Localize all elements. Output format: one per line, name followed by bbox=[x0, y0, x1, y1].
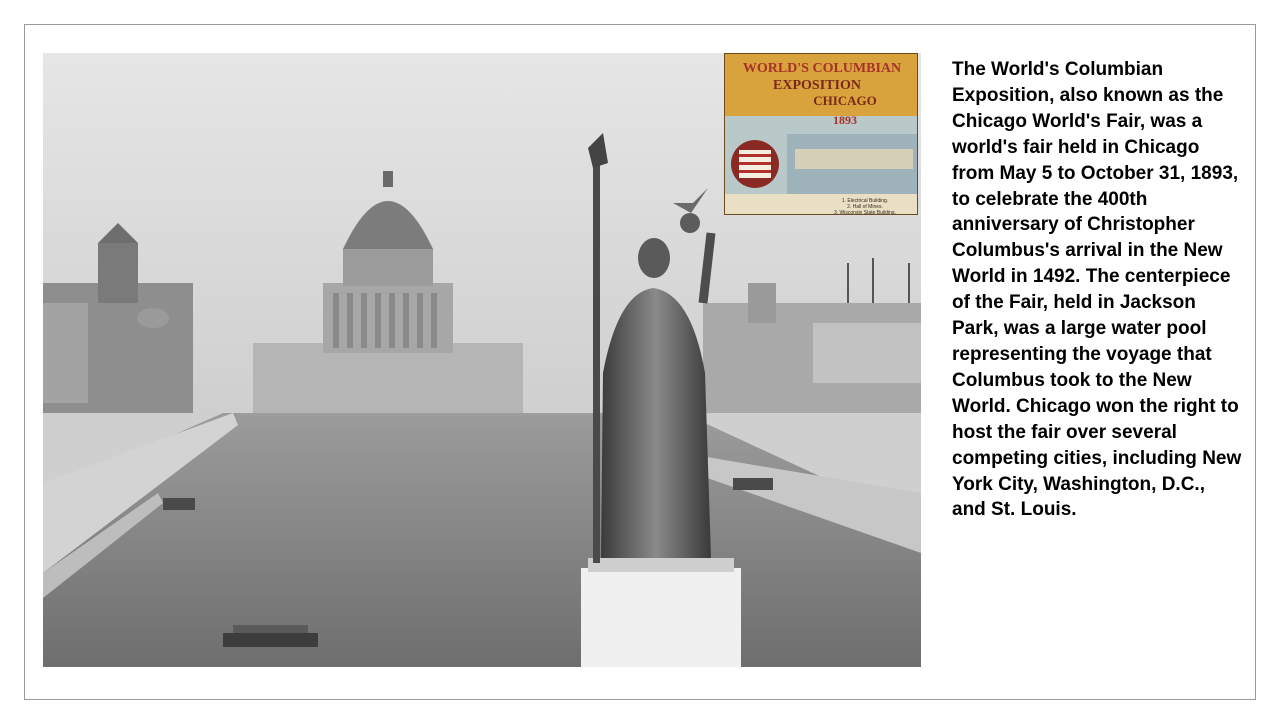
poster-title-line1: WORLD'S COLUMBIAN bbox=[742, 61, 902, 76]
poster-title-line3: CHICAGO bbox=[813, 93, 877, 108]
exposition-poster-art bbox=[725, 54, 918, 215]
poster-year: 1893 bbox=[833, 113, 857, 127]
poster-caption-line1: 1. Electrical Building. bbox=[841, 198, 889, 204]
poster-caption-line3: 3. Wisconsin State Building. bbox=[834, 210, 896, 215]
exposition-description: The World's Columbian Exposition, also known as the Chicago World's Fair, was a world's fair held in Chicago from May 5 to October 31, 1893, to celebrate the 400th anniversary of Christopher Columbus's arrival in the New World in 1492. The centerpiece of the Fair, held in Jackson Park, was a large water pool representing the voyage that Columbus took to the New World. Chicago won the right to host the fair over several competing cities, including New York City, Washington, D.C., and St. Louis. bbox=[952, 59, 1242, 521]
exposition-poster bbox=[724, 53, 918, 215]
poster-caption-line2: 2. Hall of Mines. bbox=[847, 204, 883, 210]
poster-title-line2: EXPOSITION bbox=[773, 78, 861, 93]
